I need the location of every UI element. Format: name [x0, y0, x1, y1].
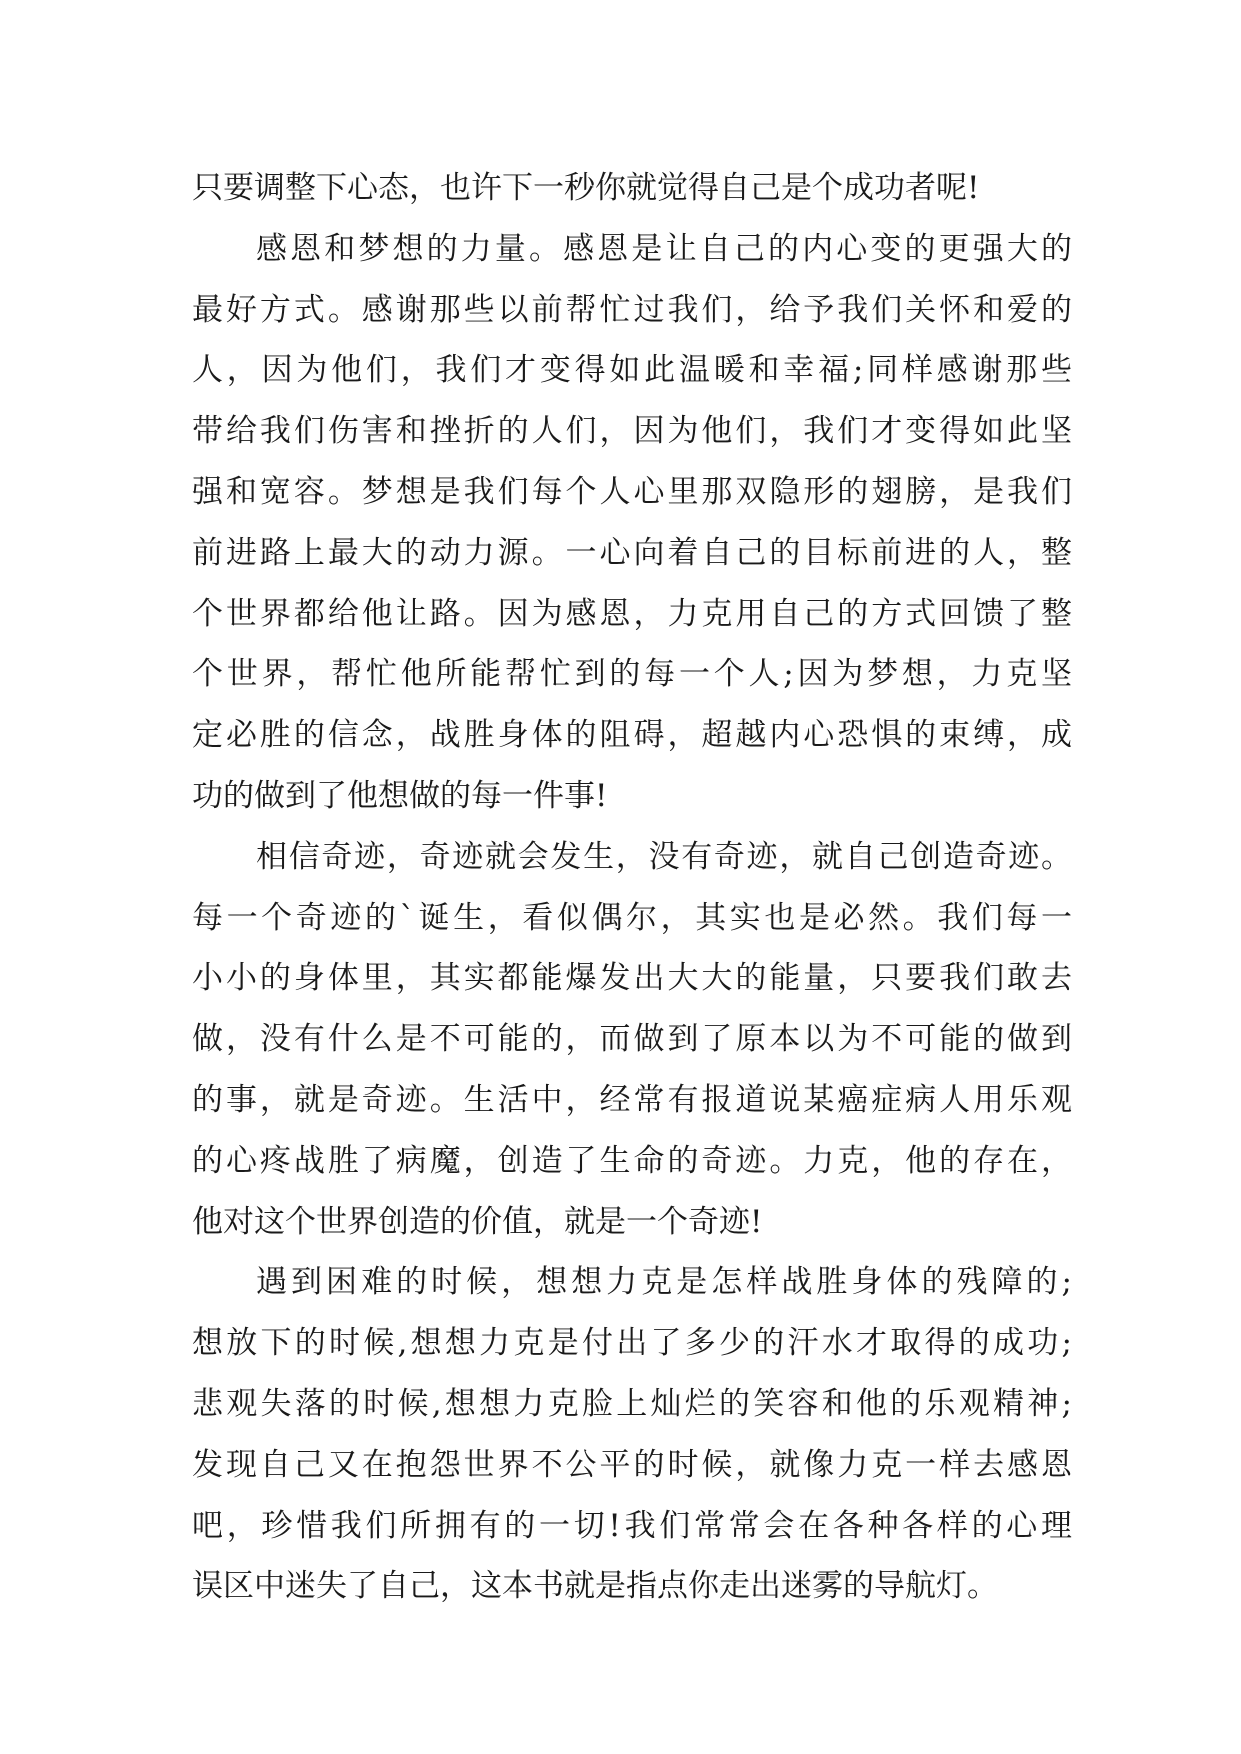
text-line: 吧，珍惜我们所拥有的一切!我们常常会在各种各样的心理	[192, 1507, 1072, 1544]
text-line: 每一个奇迹的`诞生，看似偶尔，其实也是必然。我们每一	[192, 899, 1072, 936]
text-line: 个世界，帮忙他所能帮忙到的每一个人;因为梦想，力克坚	[192, 656, 1072, 693]
text-line: 发现自己又在抱怨世界不公平的时候，就像力克一样去感恩	[192, 1446, 1072, 1483]
text-line: 想放下的时候,想想力克是付出了多少的汗水才取得的成功;	[192, 1325, 1072, 1362]
text-line: 强和宽容。梦想是我们每个人心里那双隐形的翅膀，是我们	[192, 473, 1072, 510]
text-line: 最好方式。感谢那些以前帮忙过我们，给予我们关怀和爱的	[192, 291, 1072, 328]
text-line: 定必胜的信念，战胜身体的阻碍，超越内心恐惧的束缚，成	[192, 717, 1072, 754]
text-line: 相信奇迹，奇迹就会发生，没有奇迹，就自己创造奇迹。	[256, 838, 1072, 875]
text-line: 的心疼战胜了病魔，创造了生命的奇迹。力克，他的存在，	[192, 1142, 1072, 1179]
text-line: 个世界都给他让路。因为感恩，力克用自己的方式回馈了整	[192, 595, 1072, 632]
body-text	[192, 158, 1072, 1617]
text-line: 带给我们伤害和挫折的人们，因为他们，我们才变得如此坚	[192, 413, 1072, 450]
text-line: 感恩和梦想的力量。感恩是让自己的内心变的更强大的	[256, 230, 1072, 267]
text-line: 做，没有什么是不可能的，而做到了原本以为不可能的做到	[192, 1021, 1072, 1058]
text-line: 只要调整下心态，也许下一秒你就觉得自己是个成功者呢!	[192, 170, 980, 206]
text-line: 功的做到了他想做的每一件事!	[192, 777, 608, 814]
text-line: 他对这个世界创造的价值，就是一个奇迹!	[192, 1203, 763, 1240]
text-line: 前进路上最大的动力源。一心向着自己的目标前进的人，整	[192, 534, 1072, 571]
text-line: 遇到困难的时候，想想力克是怎样战胜身体的残障的;	[256, 1264, 1072, 1301]
text-line: 悲观失落的时候,想想力克脸上灿烂的笑容和他的乐观精神;	[192, 1385, 1072, 1422]
text-line: 误区中迷失了自己，这本书就是指点你走出迷雾的导航灯。	[192, 1568, 998, 1605]
text-line: 小小的身体里，其实都能爆发出大大的能量，只要我们敢去	[192, 960, 1072, 997]
text-line: 人，因为他们，我们才变得如此温暖和幸福;同样感谢那些	[192, 352, 1072, 389]
text-line: 的事，就是奇迹。生活中，经常有报道说某癌症病人用乐观	[192, 1081, 1072, 1118]
